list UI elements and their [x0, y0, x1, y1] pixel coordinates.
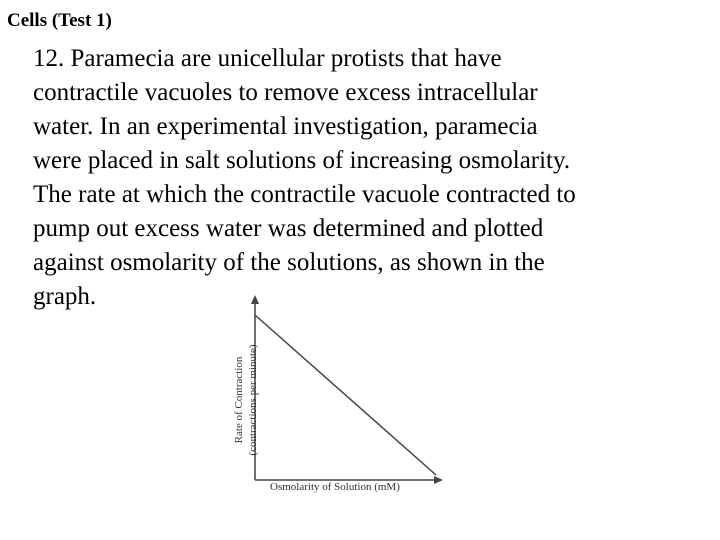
question-line: pump out excess water was determined and plotted [33, 215, 544, 242]
question-text [33, 42, 703, 314]
trend-line [255, 315, 436, 475]
question-line: against osmolarity of the solutions, as shown in the [33, 249, 545, 276]
y-axis-arrow [251, 295, 259, 304]
question-line: water. In an experimental investigation, paramecia [33, 113, 538, 140]
x-axis-label: Osmolarity of Solution (mM) [270, 481, 400, 493]
question-line: The rate at which the contractile vacuole contracted to [33, 181, 576, 208]
question-line: contractile vacuoles to remove excess intracellular [33, 79, 538, 106]
question-line: were placed in salt solutions of increasing osmolarity. [33, 147, 571, 174]
page-header: Cells (Test 1) [7, 10, 112, 31]
x-axis-arrow [434, 476, 443, 484]
y-axis-label-line1: Rate of Contraction [233, 356, 245, 444]
question-line: graph. [33, 283, 97, 310]
question-line: 12. Paramecia are unicellular protists that have [33, 45, 502, 72]
y-axis-label-line2: (contractions per minute) [247, 344, 259, 456]
